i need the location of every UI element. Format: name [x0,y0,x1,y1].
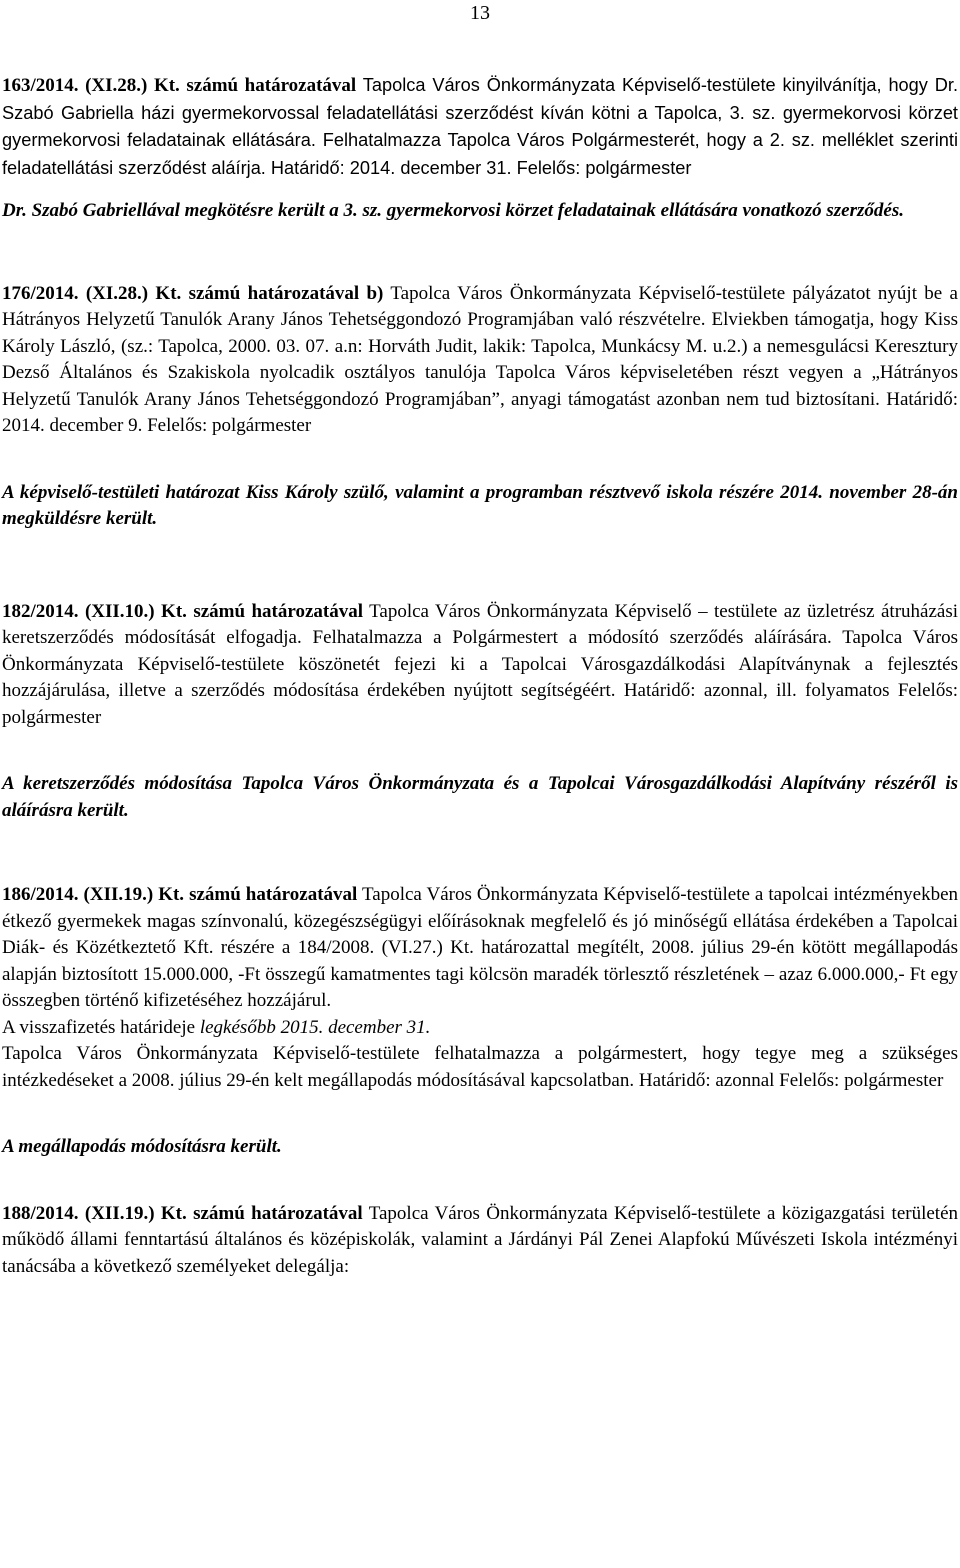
resolution-body: Tapolca Város Önkormányzata Képviselő-testülete a közigazgatási területén működő állami fenntartású általános és középiskolák, valamint a Járdányi Pál Zenei Alapfokú Művészeti Iskola intézményi tanácsába a következő személyeket delegálja: [2,1202,959,1277]
resolution-188 [2,1201,958,1281]
resolution-163 [2,72,958,225]
resolution-body: Tapolca Város Önkormányzata Képviselő-testülete a tapolcai intézményekben étkező gyermekek magas színvonalú, közegészségügyi előírásoknak megfelelő és jó minőségű ellátása érdekében a Tapolcai Diák- és Közétkeztető Kft. részére a 184/2008. (VI.27.) Kt. határozattal megítélt, 2008. július 29-én kötött megállapodás alapján biztosított 15.000.000, -Ft összegű kamatmentes tagi kölcsön maradék törlesztő részletének – azaz 6.000.000,- Ft egy összegben történő kifizetéséhez hozzájárul. [2,884,958,1011]
resolution-body-second: Tapolca Város Önkormányzata Képviselő-testülete felhatalmazza a polgármestert, hogy tegye meg a szükséges intézkedéseket a 2008. július 29-én kelt megállapodás módosításával kapcsolatban. Határidő: azonnal Felelős: polgármester [2,1043,958,1091]
resolution-176 [2,281,958,533]
resolution-body-continued: Felhatalmazza Tapolca Város Polgármesterét, hogy a 2. sz. melléklet szerinti feladatellátási szerződést aláírja. Határidő: 2014. december 31. Felelős: polgármester [2,130,958,178]
repayment-prefix: A visszafizetés határideje [2,1016,200,1038]
resolution-text [2,1201,958,1281]
resolution-reference: 182/2014. (XII.10.) Kt. számú határozatával [2,600,364,622]
resolution-text [2,281,958,440]
page-number: 13 [470,2,490,24]
resolution-reference: 163/2014. (XI.28.) Kt. számú határozatával [2,75,357,96]
implementation-note: A képviselő-testületi határozat Kiss Károly szülő, valamint a programban résztvevő iskola részére 2014. november 28-án megküldésre került. [2,481,958,529]
resolution-reference: 176/2014. (XI.28.) Kt. számú határozatával b) [2,282,384,304]
document-body [2,72,958,1280]
resolution-body: Tapolca Város Önkormányzata Képviselő-testülete pályázatot nyújt be a Hátrányos Helyzetű Tanulók Arany János Tehetséggondozó Programjában való részvételre. Elviekben támogatja, hogy Kiss Károly László, (sz.: Tapolca, 2000. 03. 07. a.n: Horváth Judit, lakik: Tapolca, Munkácsy M. u.2.) a nemesgulácsi Keresztury Dezső Általános és Szakiskola nyolcadik osztályos tanulója Tapolca Város képviseletében részt vegyen a „Hátrányos Helyzetű Tanulók Arany János Tehetséggondozó Programjában”, anyagi támogatást azonban nem tud biztosítani. Határidő: 2014. december 9. Felelős: polgármester [2,282,958,436]
repayment-date: legkésőbb 2015. december 31. [199,1016,431,1038]
resolution-186 [2,882,958,1161]
resolution-text [2,882,958,1015]
resolution-body: Tapolca Város Önkormányzata Képviselő-testülete kinyilvánítja, hogy Dr. Szabó Gabriella házi gyermekorvossal feladatellátási szerződést kíván kötni a Tapolca, 3. sz. gyermekorvosi körzet gyermekorvosi feladatainak ellátására. [2,75,959,150]
implementation-note: A megállapodás módosításra került. [2,1136,282,1157]
resolution-text [2,599,958,732]
resolution-reference: 186/2014. (XII.19.) Kt. számú határozatával [2,884,358,905]
resolution-182 [2,599,958,825]
implementation-note: A keretszerződés módosítása Tapolca Város Önkormányzata és a Tapolcai Városgazdálkodási Alapítvány részéről is aláírásra került. [2,773,958,821]
resolution-body: Tapolca Város Önkormányzata Képviselő – testülete az üzletrész átruházási keretszerződés módosítását elfogadja. Felhatalmazza a Polgármestert a módosító szerződés aláírására. Tapolca Város Önkormányzata Képviselő-testülete köszönetét fejezi ki a Tapolcai Városgazdálkodási Alapítványnak a fejlesztés hozzájárulása, illetve a szerződés módosítása érdekében nyújtott segítségéért. Határidő: azonnal, ill. folyamatos Felelős: polgármester [2,600,958,728]
repayment-deadline [2,1015,958,1042]
resolution-text [2,72,958,182]
resolution-reference: 188/2014. (XII.19.) Kt. számú határozatával [2,1202,363,1224]
implementation-note: Dr. Szabó Gabriellával megkötésre került a 3. sz. gyermekorvosi körzet feladatainak ellátására vonatkozó szerződés. [2,200,904,221]
